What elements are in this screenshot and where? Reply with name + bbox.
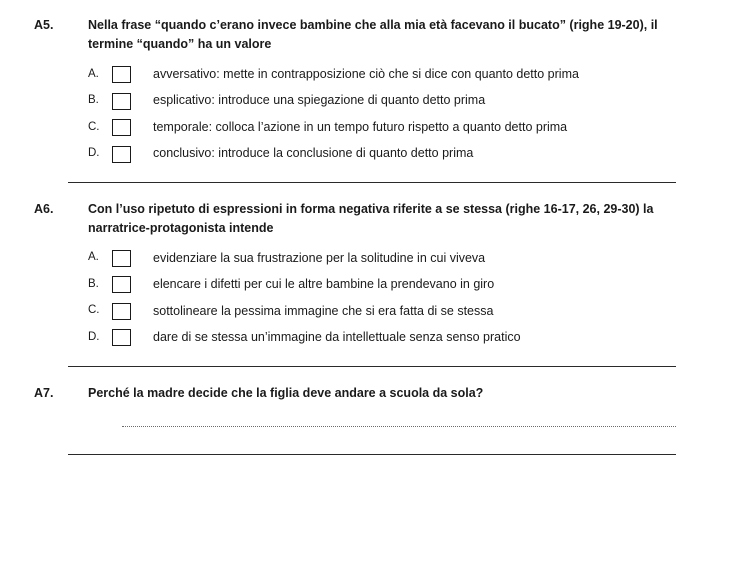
checkbox-a5-b[interactable]: [112, 93, 131, 110]
question-a6: [34, 200, 714, 347]
option-letter: C.: [88, 304, 100, 317]
option-a5-a[interactable]: [34, 66, 714, 84]
option-a5-b[interactable]: [34, 92, 714, 110]
option-text: avversativo: mette in contrapposizione ciò che si dice con quanto detto prima: [153, 66, 579, 81]
option-text: conclusivo: introduce la conclusione di quanto detto prima: [153, 146, 474, 161]
question-a6-stem: Con l’uso ripetuto di espressioni in forma negativa riferite a se stessa (righe 16-17, 26, 29-30) la narratrice-protagonista intende: [88, 201, 654, 236]
checkbox-a6-d[interactable]: [112, 329, 131, 346]
question-a6-header: [34, 200, 714, 239]
checkbox-a6-a[interactable]: [112, 250, 131, 267]
section-divider: [68, 454, 676, 455]
option-letter: B.: [88, 94, 99, 107]
option-text: elencare i difetti per cui le altre bambine la prendevano in giro: [153, 277, 495, 291]
question-a5-code: A5.: [34, 18, 54, 32]
option-a6-a[interactable]: [34, 250, 714, 268]
option-letter: A.: [88, 67, 99, 80]
spacer: [34, 427, 714, 450]
option-letter: D.: [88, 147, 100, 160]
question-a7-code: A7.: [34, 385, 54, 400]
option-a5-d[interactable]: [34, 145, 714, 163]
option-text: esplicativo: introduce una spiegazione di quanto detto prima: [153, 93, 486, 108]
question-a5: [34, 16, 714, 163]
option-a6-d[interactable]: [34, 329, 714, 347]
question-a5-options: [34, 66, 714, 163]
option-a6-b[interactable]: [34, 276, 714, 294]
question-a7-stem: Perché la madre decide che la figlia deve andare a scuola da sola?: [88, 385, 484, 400]
question-a5-stem: Nella frase “quando c’erano invece bambine che alla mia età facevano il bucato” (righe 19-20), il termine “quando” ha un valore: [88, 18, 658, 52]
spacer: [34, 183, 714, 200]
question-a7-answer-area[interactable]: [34, 425, 714, 427]
option-text: sottolineare la pessima immagine che si era fatta di se stessa: [153, 303, 494, 318]
option-letter: B.: [88, 277, 99, 290]
option-letter: C.: [88, 120, 100, 133]
question-a7: [34, 384, 714, 427]
answer-line[interactable]: [122, 425, 676, 427]
spacer: [34, 367, 714, 384]
option-a5-c[interactable]: [34, 119, 714, 137]
question-a7-header: [34, 384, 714, 403]
option-letter: D.: [88, 330, 100, 343]
checkbox-a6-b[interactable]: [112, 276, 131, 293]
checkbox-a6-c[interactable]: [112, 303, 131, 320]
question-a6-options: [34, 250, 714, 347]
option-text: temporale: colloca l’azione in un tempo futuro rispetto a quanto detto prima: [153, 119, 568, 134]
option-text: dare di se stessa un’immagine da intellettuale senza senso pratico: [153, 330, 521, 344]
option-text: evidenziare la sua frustrazione per la solitudine in cui viveva: [153, 250, 486, 265]
checkbox-a5-a[interactable]: [112, 66, 131, 83]
question-a6-code: A6.: [34, 201, 54, 216]
option-a6-c[interactable]: [34, 303, 714, 321]
option-letter: A.: [88, 251, 99, 264]
checkbox-a5-c[interactable]: [112, 119, 131, 136]
checkbox-a5-d[interactable]: [112, 146, 131, 163]
question-a5-header: [34, 16, 714, 55]
